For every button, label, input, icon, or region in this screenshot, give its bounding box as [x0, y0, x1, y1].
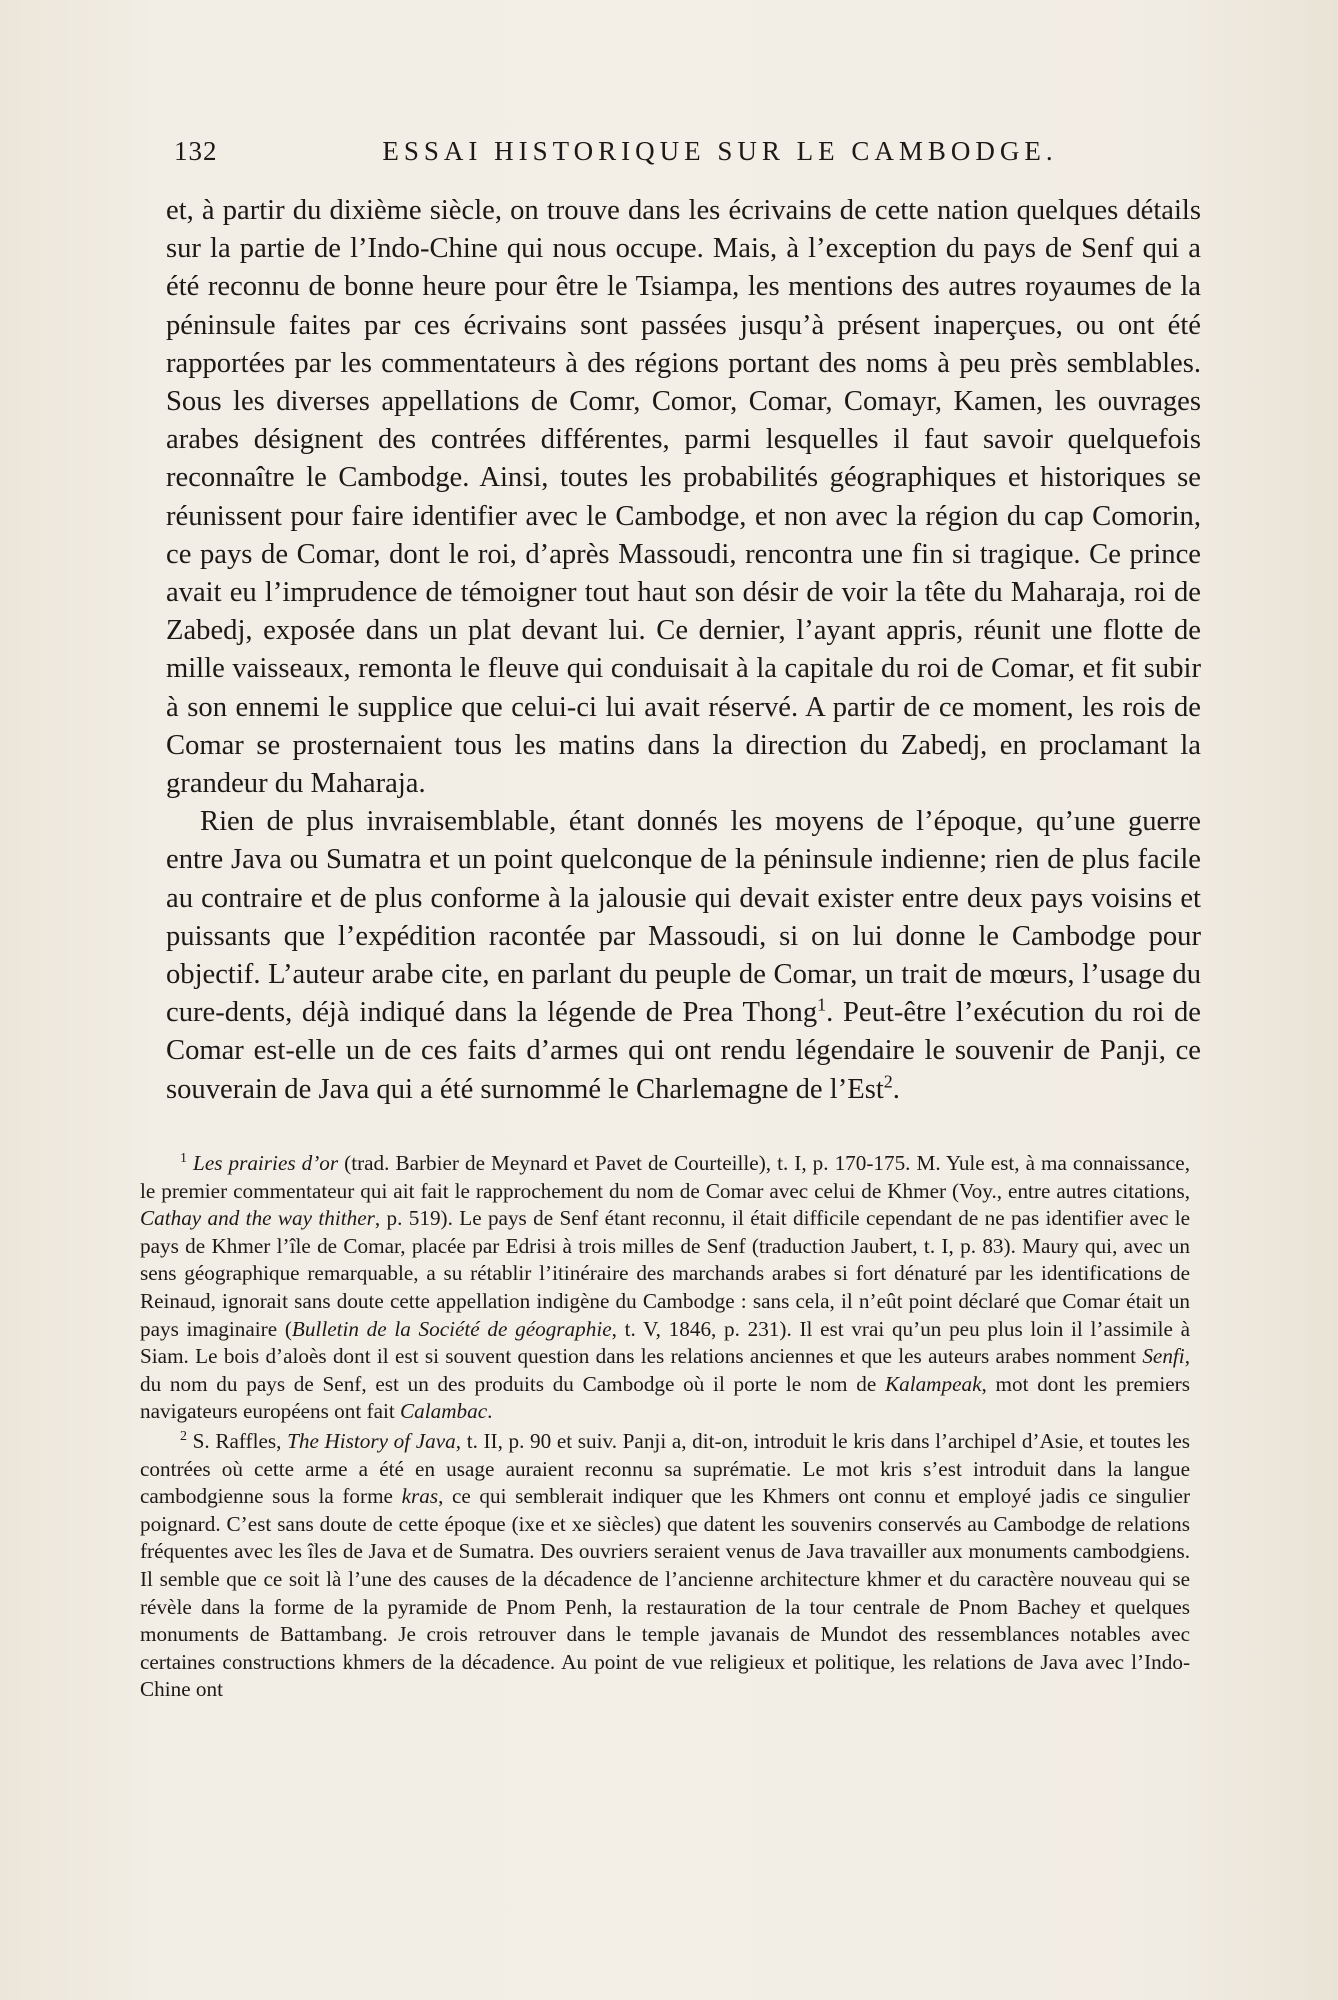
footnote-1-senfi: Senfi — [1142, 1344, 1185, 1369]
footnote-1-kalampeak: Kalampeak — [884, 1371, 982, 1396]
footnote-2 — [140, 1428, 1190, 1704]
footnote-2-marker: 2 — [180, 1428, 187, 1444]
footnote-1-text-d: , du nom du pays de Senf, est un des produits du Cambodge où il porte le nom de — [140, 1344, 1190, 1396]
footnote-1-calambac: Calambac — [400, 1399, 488, 1424]
running-title: ESSAI HISTORIQUE SUR LE CAMBODGE. — [382, 136, 1058, 166]
footnote-2-text-c: , ce qui semblerait indiquer que les Khmers ont connu et employé jadis ce singulier poignard. C’est sans doute de cette époque ( — [140, 1484, 1191, 1536]
footnote-ref-2: 2 — [883, 1071, 893, 1092]
footnote-2-centuries: ixe et xe — [518, 1511, 592, 1536]
footnote-1-title: Les prairies d’or — [193, 1151, 339, 1175]
paragraph-2-text-mid: . Peut-être l’exécution du roi de Comar est-elle un de ces faits d’armes qui ont rendu légendaire le souvenir de Panji, ce souverain de Java qui a été surnommé le Charlemagne de l’Est — [166, 997, 1201, 1105]
footnote-1-text-f: . — [487, 1399, 493, 1424]
footnote-2-text-a: S. Raffles, — [187, 1428, 288, 1453]
footnote-2-text-b: , t. II, p. 90 et suiv. Panji a, dit-on, introduit le kris dans l’archipel d’Asie, et toutes les contrées où cette arme a été en usage auraient reconnu sa suprématie. Le mot kris s’est introduit dans la langue cambodgienne sous la forme — [140, 1428, 1190, 1509]
footnote-2-text-d: siècles) que datent les souvenirs conservés au Cambodge de relations fréquentes avec les îles de Java et de Sumatra. Des ouvriers seraient venus de Java travailler aux monuments cambodgiens. Il semble que ce soit là l’une des causes de la décadence de l’ancienne architecture khmer et du caractère nouveau qui se révèle dans la forme de la pyramide de Pnom Penh, la restauration de la tour centrale de Pnom Bachey et quelques monuments de Battambang. Je crois retrouver dans le temple javanais de Mundot des ressemblances notables avec certaines constructions khmers de la décadence. Au point de vue religieux et politique, les relations de Java avec l’Indo-Chine ont — [140, 1511, 1190, 1702]
main-text — [166, 192, 1201, 1109]
page-number: 132 — [174, 136, 218, 166]
paragraph-2-text-end: . — [892, 1073, 900, 1105]
body-paragraph-1: et, à partir du dixième siècle, on trouve dans les écrivains de cette nation quelques détails sur la partie de l’Indo-Chine qui nous occupe. Mais, à l’exception du pays de Senf qui a été reconnu de bonne heure pour être le Tsiampa, les mentions des autres royaumes de la péninsule faites par ces écrivains sont passées jusqu’à présent inaperçues, ou ont été rapportées par les commentateurs à des régions portant des noms à peu près semblables. Sous les diverses appellations de Comr, Comor, Comar, Comayr, Kamen, les ouvrages arabes désignent des contrées différentes, parmi lesquelles il faut savoir quelquefois reconnaître le Cambodge. Ainsi, toutes les probabilités géographiques et historiques se réunissent pour faire identifier avec le Cambodge, et non avec la région du cap Comorin, ce pays de Comar, dont le roi, d’après Massoudi, rencontra une fin si tragique. Ce prince avait eu l’imprudence de témoigner tout haut son désir de voir la tête du Maharaja, roi de Zabedj, exposée dans un plat devant lui. Ce dernier, l’ayant appris, réunit une flotte de mille vaisseaux, remonta le fleuve qui conduisait à la capitale du roi de Comar, et fit subir à son ennemi le supplice que celui-ci lui avait réservé. A partir de ce moment, les rois de Comar se prosternaient tous les matins dans la direction du Zabedj, en proclamant la grandeur du Maharaja. — [166, 195, 1201, 800]
footnote-1-bulletin: Bulletin de la Société de géographie — [291, 1316, 612, 1341]
footnotes — [140, 1150, 1190, 1704]
body-paragraph-2 — [166, 803, 1201, 1109]
footnote-2-kras: kras — [401, 1484, 439, 1509]
footnote-1-cathay: Cathay and the way thither — [140, 1206, 375, 1231]
page-header — [170, 136, 1210, 176]
footnote-1-text-e: , mot dont les premiers navigateurs européens ont fait — [140, 1371, 1190, 1424]
footnote-1-marker: 1 — [180, 1150, 187, 1166]
footnote-ref-1: 1 — [817, 994, 827, 1015]
footnote-1-text-c: , t. V, 1846, p. 231). Il est vrai qu’un peu plus loin il l’assimile à Siam. Le bois d’aloès dont il est si souvent question dans les relations anciennes et que les auteurs arabes nomment — [140, 1316, 1190, 1369]
paragraph-2-text-start: Rien de plus invraisemblable, étant donnés les moyens de l’époque, qu’une guerre entre Java ou Sumatra et un point quelconque de la péninsule indienne; rien de plus facile au contraire et de plus conforme à la jalousie qui devait exister entre deux pays voisins et puissants que l’expédition racontée par Massoudi, si on lui donne le Cambodge pour objectif. L’auteur arabe cite, en parlant du peuple de Comar, un trait de mœurs, l’usage du cure-dents, déjà indiqué dans la légende de Prea Thong — [166, 806, 1201, 1029]
footnote-2-title: The History of Java — [287, 1428, 456, 1453]
footnote-1-text-b: , p. 519). Le pays de Senf étant reconnu, il était difficile cependant de ne pas identifier avec le pays de Khmer l’île de Comar, placée par Edrisi à trois milles de Senf (traduction Jaubert, t. I, p. 83). Maury qui, avec un sens géographique remarquable, a su rétablir l’itinéraire des marchands arabes si fort dénaturé par les identifications de Reinaud, ignorait sans doute cette appellation indigène du Cambodge : sans cela, il n’eût point déclaré que Comar était un pays imaginaire ( — [140, 1206, 1190, 1341]
footnote-1 — [140, 1150, 1190, 1426]
footnote-1-text-a: (trad. Barbier de Meynard et Pavet de Courteille), t. I, p. 170-175. M. Yule est, à ma connaissance, le premier commentateur qui ait fait le rapprochement du nom de Comar avec celui de Khmer (Voy., entre autres citations, — [140, 1151, 1191, 1203]
